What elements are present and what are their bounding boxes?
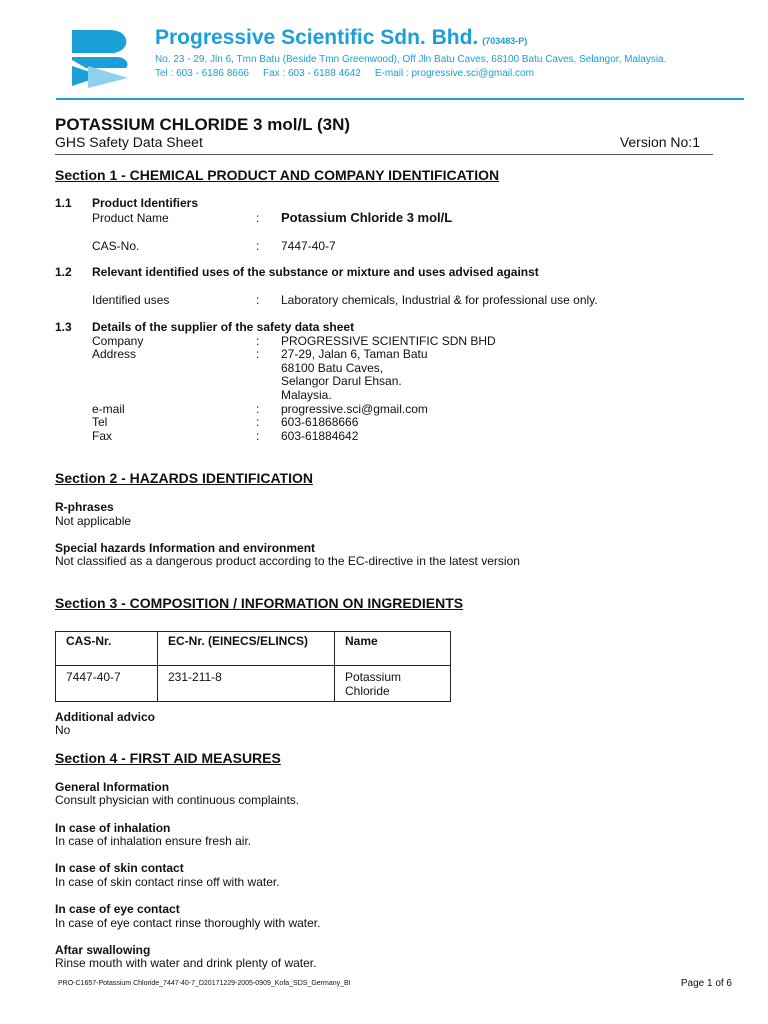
column-header: CAS-Nr. <box>56 632 158 666</box>
section-1-heading: Section 1 - CHEMICAL PRODUCT AND COMPANY IDENTIFICATION <box>55 167 500 183</box>
company-value: PROGRESSIVE SCIENTIFIC SDN BHD <box>281 334 496 348</box>
swallowing-value: Rinse mouth with water and drink plenty of water. <box>55 956 317 970</box>
general-info-heading: General Information <box>55 780 170 794</box>
subsection-number: 1.3 <box>55 320 72 334</box>
company-reg-no: (703483-P) <box>482 36 528 46</box>
special-hazards-value: Not classified as a dangerous product according to the EC-directive in the latest version <box>55 554 520 568</box>
document-subtitle: GHS Safety Data Sheet <box>55 134 203 150</box>
product-name-value: Potassium Chloride 3 mol/L <box>281 210 453 225</box>
eye-contact-heading: In case of eye contact <box>55 902 180 916</box>
version-number: Version No:1 <box>619 134 700 150</box>
subsection-heading: Details of the supplier of the safety data sheet <box>92 320 355 334</box>
company-contact: Tel : 603 - 6186 8666 Fax : 603 - 6188 4642 E-mail : progressive.sci@gmail.com <box>155 68 534 79</box>
general-info-value: Consult physician with continuous complaints. <box>55 793 300 807</box>
field-label: CAS-No. <box>92 239 140 253</box>
field-colon: : <box>256 347 260 361</box>
inhalation-heading: In case of inhalation <box>55 821 171 835</box>
subsection-heading: Relevant identified uses of the substance or mixture and uses advised against <box>92 265 539 279</box>
inhalation-value: In case of inhalation ensure fresh air. <box>55 834 252 848</box>
column-header: Name <box>335 632 451 666</box>
table-cell: 7447-40-7 <box>56 666 158 702</box>
company-address: No. 23 - 29, Jln 6, Tmn Batu (Beside Tmn Greenwood), Off Jln Batu Caves, 68100 Batu Caves, Selangor, Malaysia. <box>155 54 667 65</box>
field-colon: : <box>256 334 260 348</box>
fax-value: 603-61884642 <box>281 429 359 443</box>
address-line: 27-29, Jalan 6, Taman Batu <box>281 347 428 361</box>
field-colon: : <box>256 211 260 225</box>
field-label: Tel <box>92 415 108 429</box>
ingredients-table <box>55 631 451 702</box>
subsection-number: 1.2 <box>55 265 72 279</box>
table-row <box>56 666 451 702</box>
skin-contact-value: In case of skin contact rinse off with water. <box>55 875 280 889</box>
email-value: progressive.sci@gmail.com <box>281 402 428 416</box>
column-header: EC-Nr. (EINECS/ELINCS) <box>158 632 335 666</box>
table-header-row <box>56 632 451 666</box>
section-4-heading: Section 4 - FIRST AID MEASURES <box>55 750 281 766</box>
company-name: Progressive Scientific Sdn. Bhd. (703483-P) <box>155 26 528 49</box>
table-cell: 231-211-8 <box>158 666 335 702</box>
field-colon: : <box>256 293 260 307</box>
address-line: 68100 Batu Caves, <box>281 361 384 375</box>
title-divider <box>55 154 713 155</box>
page-number: Page 1 of 6 <box>680 978 732 989</box>
field-label: Fax <box>92 429 113 443</box>
rphrases-value: Not applicable <box>55 514 132 528</box>
field-label: Address <box>92 347 137 361</box>
field-label: Identified uses <box>92 293 170 307</box>
subsection-heading: Product Identifiers <box>92 196 199 210</box>
identified-uses-value: Laboratory chemicals, Industrial & for professional use only. <box>281 293 598 307</box>
swallowing-heading: Aftar swallowing <box>55 943 151 957</box>
tel-value: 603-61868666 <box>281 415 359 429</box>
cas-value: 7447-40-7 <box>281 239 336 253</box>
field-colon: : <box>256 402 260 416</box>
footer-filename: PRO-C1657-Potassium Chloride_7447-40-7_D20171229-2005-0909_Kofa_SDS_Germany_BI <box>58 980 351 987</box>
table-cell: Potassium Chloride <box>335 666 451 702</box>
field-label: Company <box>92 334 144 348</box>
skin-contact-heading: In case of skin contact <box>55 861 184 875</box>
company-logo <box>66 26 136 90</box>
special-hazards-heading: Special hazards Information and environment <box>55 541 316 555</box>
section-3-heading: Section 3 - COMPOSITION / INFORMATION ON INGREDIENTS <box>55 595 464 611</box>
field-label: e-mail <box>92 402 125 416</box>
field-colon: : <box>256 239 260 253</box>
header-divider <box>56 98 744 100</box>
rphrases-heading: R-phrases <box>55 500 114 514</box>
field-colon: : <box>256 429 260 443</box>
field-label: Product Name <box>92 211 169 225</box>
subsection-number: 1.1 <box>55 196 72 210</box>
address-line: Selangor Darul Ehsan. <box>281 374 402 388</box>
field-colon: : <box>256 415 260 429</box>
section-2-heading: Section 2 - HAZARDS IDENTIFICATION <box>55 470 313 486</box>
document-title: POTASSIUM CHLORIDE 3 mol/L (3N) <box>55 115 351 134</box>
address-line: Malaysia. <box>281 388 332 402</box>
eye-contact-value: In case of eye contact rinse thoroughly with water. <box>55 916 321 930</box>
additional-advice-heading: Additional advico <box>55 710 156 724</box>
additional-advice-value: No <box>55 723 71 737</box>
